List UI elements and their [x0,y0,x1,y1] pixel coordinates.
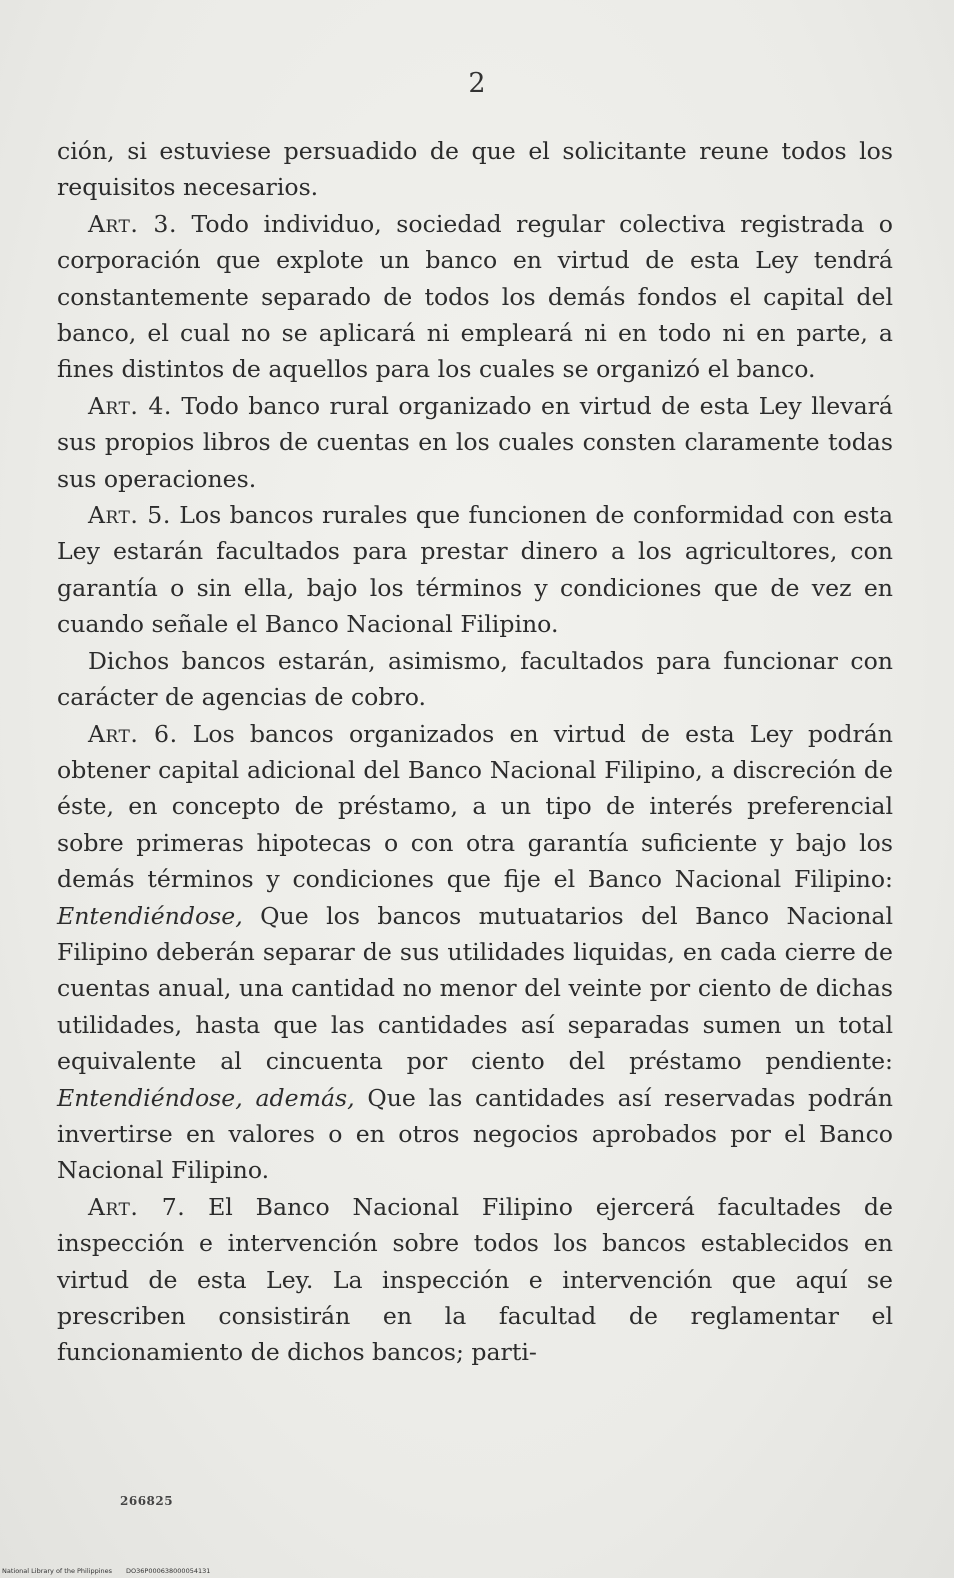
article-3-text: Todo individuo, sociedad regular colectiva registrada o corporación que explote un banco en virtud de esta Ley tendrá constantemente separado de todos los demás fondos el capital del banco, el cual no se aplicará ni empleará ni en todo ni en parte, a fines distintos de aquellos para los cuales se organizó el banco. [57,209,894,384]
paragraph-continuation: ción, si estuviese persuadido de que el solicitante reune todos los requisitos necesarios. [57,137,893,202]
article-7 [57,1189,893,1371]
page-number: 2 [468,68,486,99]
article-6-text-b: Que los bancos mutuatarios del Banco Nacional Filipino deberán separar de sus utilidades liquidas, en cada cierre de cuentas anual, una cantidad no menor del veinte por ciento de dichas utilidades, hasta que las cantidades así separadas sumen un total equivalente al cincuenta por ciento del préstamo pendiente: [57,901,894,1076]
article-7-label: Art. 7. [88,1192,186,1221]
article-6-proviso-2: Entendiéndose, además, [57,1083,355,1112]
article-4-label: Art. 4. [88,391,172,420]
article-4 [57,388,893,497]
body-text [57,133,893,1371]
archive-id: DO36P000638000054131 [126,1567,211,1575]
article-3-label: Art. 3. [88,209,177,238]
article-6-proviso-1: Entendiéndose, [57,901,243,930]
article-6-label: Art. 6. [88,719,178,748]
article-3 [57,206,893,388]
article-7-text: El Banco Nacional Filipino ejercerá facultades de inspección e intervención sobre todos los bancos establecidos en virtud de esta Ley. La inspección e intervención que aquí se prescriben consistirán en la facultad de reglamentar el funcionamiento de dichos bancos; parti- [57,1192,894,1367]
article-6-text-c: Que las cantidades así reservadas podrán invertirse en valores o en otros negocios aprobados por el Banco Nacional Filipino. [57,1083,893,1185]
article-4-text: Todo banco rural organizado en virtud de esta Ley llevará sus propios libros de cuentas en los cuales consten claramente todas sus operaciones. [57,391,893,493]
article-5-label: Art. 5. [88,501,171,530]
print-code: 266825 [120,1494,174,1508]
article-5-text: Los bancos rurales que funcionen de conformidad con esta Ley estarán facultados para prestar dinero a los agricultores, con garantía o sin ella, bajo los términos y condiciones que de vez en cuando señale el Banco Nacional Filipino. [57,501,894,639]
article-6-text-a: Los bancos organizados en virtud de esta Ley podrán obtener capital adicional del Banco Nacional Filipino, a discreción de éste, en concepto de préstamo, a un tipo de interés preferencial sobre primeras hipotecas o con otra garantía suficiente y bajo los demás términos y condiciones que fije el Banco Nacional Filipino: [57,719,894,894]
article-5 [57,497,893,643]
article-6 [57,716,893,1189]
library-name: National Library of the Philippines [2,1567,113,1575]
article-5-paragraph-2: Dichos bancos estarán, asimismo, facultados para funcionar con carácter de agencias de cobro. [57,646,893,712]
scan-footer [2,1567,210,1575]
